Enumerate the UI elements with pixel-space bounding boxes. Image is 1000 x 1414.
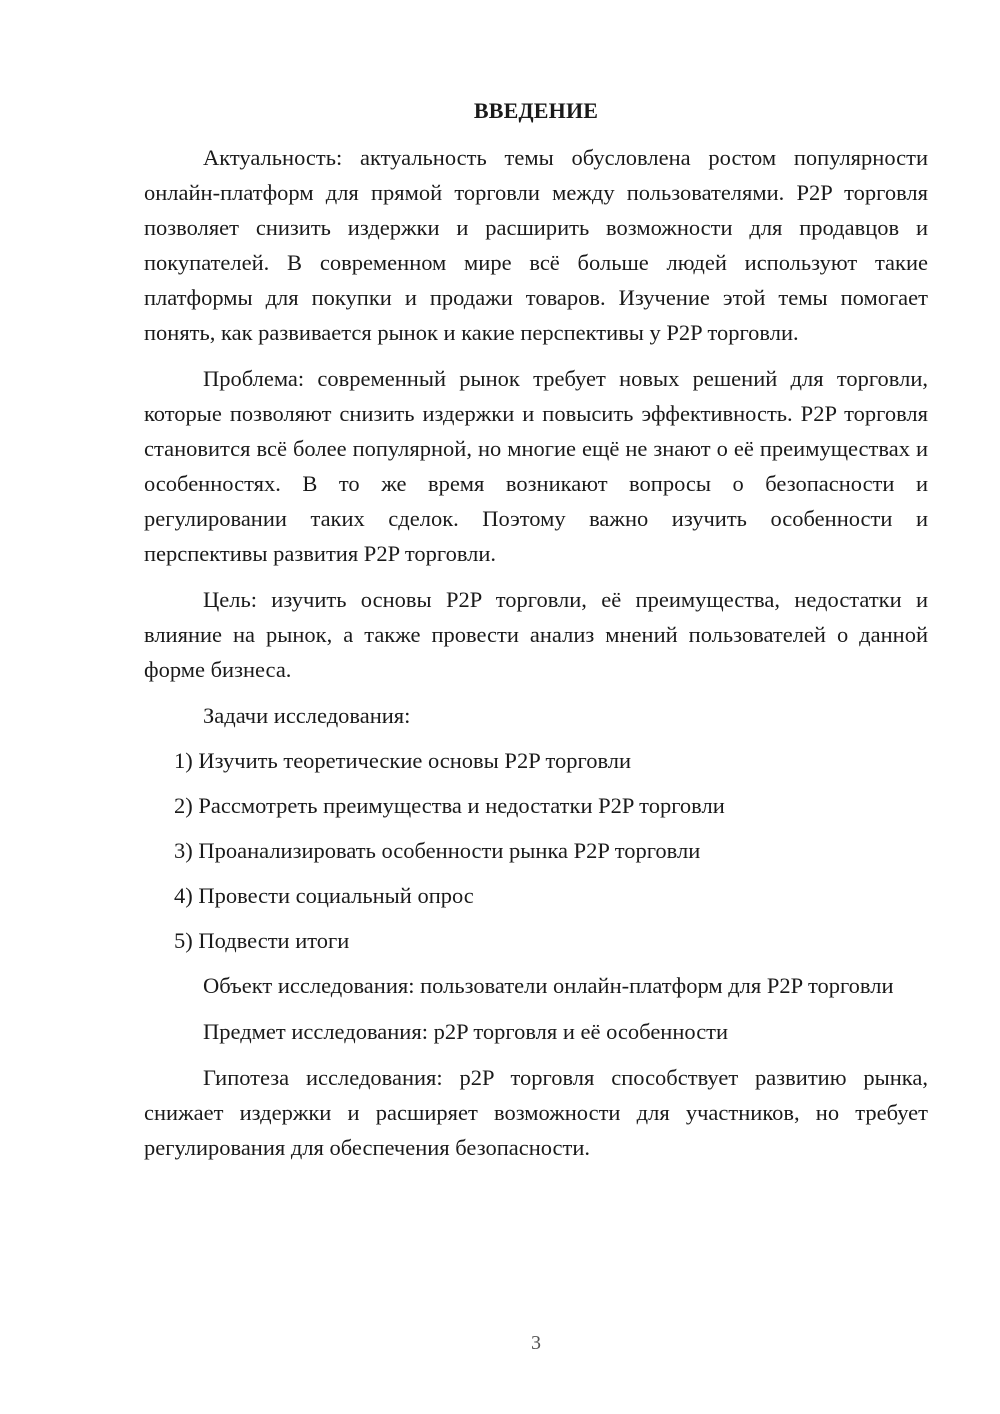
task-item: 4) Провести социальный опрос bbox=[174, 883, 474, 908]
task-item: 1) Изучить теоретические основы P2P торговли bbox=[174, 748, 632, 773]
task-item: 2) Рассмотреть преимущества и недостатки P2P торговли bbox=[174, 793, 725, 818]
subject-paragraph: Предмет исследования: p2P торговля и её особенности bbox=[203, 1019, 729, 1044]
tasks-list bbox=[144, 743, 928, 958]
goal-paragraph: Цель: изучить основы P2P торговли, её преимущества, недостатки и влияние на рынок, а также провести анализ мнений пользователей о данной форме бизнеса. bbox=[144, 587, 928, 682]
task-item: 5) Подвести итоги bbox=[174, 928, 350, 953]
object-paragraph: Объект исследования: пользователи онлайн-платформ для P2P торговли bbox=[203, 973, 894, 998]
document-page bbox=[144, 94, 928, 1176]
relevance-paragraph: Актуальность: актуальность темы обусловлена ростом популярности онлайн-платформ для прямой торговли между пользователями. P2P торговля позволяет снизить издержки и расширить возможности для продавцов и покупателей. В современном мире всё больше людей используют такие платформы для покупки и продажи товаров. Изучение этой темы помогает понять, как развивается рынок и какие перспективы у P2P торговли. bbox=[144, 145, 928, 345]
hypothesis-paragraph: Гипотеза исследования: p2P торговля способствует развитию рынка, снижает издержки и расширяет возможности для участников, но требует регулирования для обеспечения безопасности. bbox=[144, 1065, 928, 1160]
task-item: 3) Проанализировать особенности рынка P2P торговли bbox=[174, 838, 701, 863]
page-title: ВВЕДЕНИЕ bbox=[473, 98, 599, 123]
problem-paragraph: Проблема: современный рынок требует новых решений для торговли, которые позволяют снизить издержки и повысить эффективность. P2P торговля становится всё более популярной, но многие ещё не знают о её преимуществах и особенностях. В то же время возникают вопросы о безопасности и регулировании таких сделок. Поэтому важно изучить особенности и перспективы развития P2P торговли. bbox=[144, 366, 928, 566]
tasks-heading: Задачи исследования: bbox=[203, 703, 411, 728]
page-number: 3 bbox=[531, 1332, 541, 1354]
